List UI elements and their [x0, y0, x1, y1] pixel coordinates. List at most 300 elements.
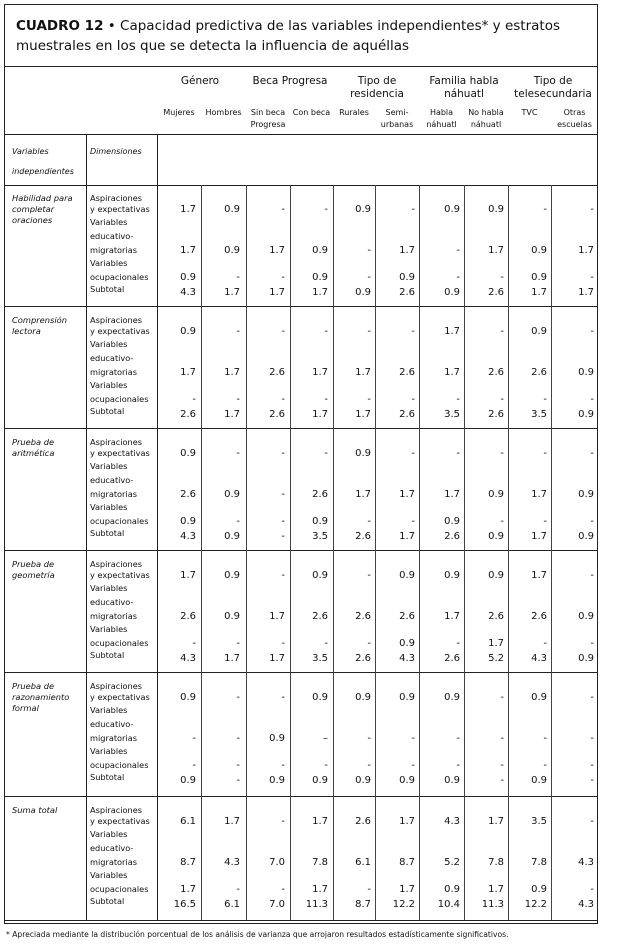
table-cell: 0.9: [224, 204, 240, 215]
table-cell: 2.6: [399, 611, 415, 622]
table-cell: 1.7: [312, 367, 328, 378]
rule-v-col: [551, 185, 552, 920]
table-cell: 2.6: [399, 287, 415, 298]
table-cell: -: [543, 760, 547, 771]
table-cell: 4.3: [180, 287, 196, 298]
table-cell: -: [411, 760, 415, 771]
table-cell: -: [236, 775, 240, 786]
table-cell: 1.7: [312, 409, 328, 420]
table-cell: -: [281, 489, 285, 500]
table-cell: 1.7: [224, 287, 240, 298]
rule-0: [4, 66, 598, 67]
rule-v-col: [464, 185, 465, 920]
dimension-label: y expectativas: [90, 816, 150, 826]
table-cell: -: [590, 884, 594, 895]
table-cell: 0.9: [355, 692, 371, 703]
table-cell: 7.0: [269, 899, 285, 910]
footnote: * Apreciada mediante la distribución porcentual de los análisis de varianza que arrojaron resultados estadísticamente significativos.: [6, 930, 509, 939]
table-cell: 4.3: [444, 816, 460, 827]
dimension-label: migratorias: [90, 367, 137, 377]
table-cell: 1.7: [224, 367, 240, 378]
dimension-label: ocupacionales: [90, 272, 149, 282]
rule-v-col: [246, 185, 247, 920]
table-cell: -: [281, 638, 285, 649]
dimension-label: migratorias: [90, 489, 137, 499]
table-cell: -: [324, 394, 328, 405]
table-cell: -: [411, 733, 415, 744]
table-cell: -: [236, 692, 240, 703]
table-cell: 2.6: [269, 367, 285, 378]
table-cell: -: [456, 272, 460, 283]
table-cell: 0.9: [578, 653, 594, 664]
variable-label: Prueba de geometría: [12, 559, 55, 580]
rule-v-col: [290, 185, 291, 920]
table-cell: 0.9: [488, 489, 504, 500]
table-cell: 7.0: [269, 857, 285, 868]
table-cell: 4.3: [399, 653, 415, 664]
table-cell: 7.8: [488, 857, 504, 868]
table-cell: 0.9: [355, 775, 371, 786]
dimension-label: Subtotal: [90, 896, 125, 906]
table-cell: 12.2: [524, 899, 547, 910]
table-cell: 2.6: [488, 611, 504, 622]
subcolumn-heading: No habla náhuatl: [468, 108, 504, 129]
table-cell: 1.7: [180, 570, 196, 581]
table-cell: 0.9: [312, 570, 328, 581]
table-cell: 0.9: [399, 272, 415, 283]
table-cell: 2.6: [399, 409, 415, 420]
dimension-label: Aspiraciones: [90, 681, 142, 691]
table-cell: -: [367, 394, 371, 405]
table-cell: 1.7: [399, 884, 415, 895]
subcolumn-heading: TVC: [521, 108, 538, 117]
subcolumn-heading: Semi-urbanas: [380, 108, 414, 129]
table-cell: -: [411, 516, 415, 527]
dimension-label: Subtotal: [90, 528, 125, 538]
table-cell: -: [236, 394, 240, 405]
table-cell: 0.9: [180, 272, 196, 283]
table-cell: -: [236, 733, 240, 744]
table-cell: 0.9: [355, 287, 371, 298]
table-cell: -: [367, 326, 371, 337]
table-cell: 1.7: [488, 884, 504, 895]
table-cell: 2.6: [488, 367, 504, 378]
dimension-label: ocupacionales: [90, 516, 149, 526]
group-heading: Género: [180, 75, 220, 87]
table-cell: -: [367, 570, 371, 581]
table-cell: 2.6: [180, 489, 196, 500]
table-cell: 8.7: [180, 857, 196, 868]
group-heading: Tipo de residencia: [350, 75, 404, 100]
table-cell: 1.7: [444, 326, 460, 337]
dimension-label: Variables: [90, 461, 128, 471]
table-cell: 7.8: [312, 857, 328, 868]
table-cell: 1.7: [269, 611, 285, 622]
table-cell: 1.7: [269, 653, 285, 664]
dimension-label: Variables: [90, 705, 128, 715]
table-cell: -: [500, 448, 504, 459]
dimension-label: Variables: [90, 746, 128, 756]
variable-label: Prueba de razonamiento formal: [12, 681, 70, 713]
table-cell: -: [590, 570, 594, 581]
table-cell: -: [590, 816, 594, 827]
table-cell: 2.6: [269, 409, 285, 420]
group-heading: Familia habla náhuatl: [429, 75, 499, 100]
table-cell: 0.9: [180, 326, 196, 337]
table-cell: 1.7: [224, 409, 240, 420]
table-cell: -: [500, 326, 504, 337]
dimension-label: y expectativas: [90, 570, 150, 580]
table-cell: -: [192, 760, 196, 771]
table-cell: 1.7: [531, 570, 547, 581]
title-text: Capacidad predictiva de las variables independientes* y estratos muestrales en los que se detecta la influencia de aquéllas: [16, 18, 561, 54]
table-cell: 0.9: [531, 272, 547, 283]
table-cell: 0.9: [312, 245, 328, 256]
table-cell: 1.7: [578, 287, 594, 298]
rule-1: [4, 134, 598, 135]
dimension-label: migratorias: [90, 733, 137, 743]
table-cell: 4.3: [578, 857, 594, 868]
dimension-label: Variables: [90, 380, 128, 390]
variable-label: Comprensión lectora: [12, 315, 67, 336]
table-cell: 1.7: [488, 245, 504, 256]
table-cell: 0.9: [444, 570, 460, 581]
table-cell: 8.7: [399, 857, 415, 868]
table-cell: 0.9: [180, 775, 196, 786]
table-cell: -: [324, 638, 328, 649]
table-cell: 1.7: [488, 816, 504, 827]
table-cell: -: [590, 516, 594, 527]
table-cell: 0.9: [578, 611, 594, 622]
header-variables: Variables independientes: [12, 147, 74, 176]
table-cell: 1.7: [180, 245, 196, 256]
table-cell: -: [281, 516, 285, 527]
table-cell: 2.6: [488, 287, 504, 298]
table-cell: 0.9: [355, 448, 371, 459]
dimension-label: Subtotal: [90, 284, 125, 294]
table-cell: -: [236, 448, 240, 459]
table-cell: 0.9: [488, 204, 504, 215]
dimension-label: Subtotal: [90, 772, 125, 782]
table-cell: -: [590, 272, 594, 283]
table-cell: 2.6: [312, 611, 328, 622]
table-cell: -: [590, 775, 594, 786]
dimension-label: Variables: [90, 339, 128, 349]
table-cell: 0.9: [399, 570, 415, 581]
dimension-label: Variables: [90, 583, 128, 593]
table-cell: 0.9: [224, 611, 240, 622]
dimension-label: ocupacionales: [90, 884, 149, 894]
table-cell: 0.9: [312, 272, 328, 283]
dimension-label: Variables: [90, 502, 128, 512]
table-cell: 0.9: [269, 775, 285, 786]
table-cell: -: [236, 638, 240, 649]
table-cell: 2.6: [355, 653, 371, 664]
table-cell: 0.9: [399, 775, 415, 786]
rule-v-col: [333, 185, 334, 920]
dimension-label: ocupacionales: [90, 394, 149, 404]
table-cell: 0.9: [578, 409, 594, 420]
rule-v-var: [86, 134, 87, 920]
table-cell: -: [367, 516, 371, 527]
table-cell: 1.7: [312, 816, 328, 827]
table-cell: -: [192, 394, 196, 405]
table-cell: –: [323, 733, 328, 744]
table-cell: 1.7: [578, 245, 594, 256]
subcolumn-heading: Sin beca Progresa: [250, 108, 286, 129]
table-cell: 0.9: [444, 775, 460, 786]
table-cell: 1.7: [269, 287, 285, 298]
table-cell: -: [192, 733, 196, 744]
table-cell: 0.9: [531, 326, 547, 337]
dimension-label: Variables: [90, 870, 128, 880]
table-cell: -: [281, 570, 285, 581]
table-cell: -: [281, 692, 285, 703]
table-cell: 0.9: [531, 245, 547, 256]
table-cell: 1.7: [224, 816, 240, 827]
table-cell: 0.9: [355, 204, 371, 215]
table-cell: -: [281, 204, 285, 215]
table-cell: 1.7: [399, 489, 415, 500]
table-cell: -: [236, 516, 240, 527]
table-cell: -: [324, 204, 328, 215]
table-cell: 2.6: [312, 489, 328, 500]
table-cell: 2.6: [355, 531, 371, 542]
dimension-label: educativo-: [90, 231, 134, 241]
table-cell: -: [281, 884, 285, 895]
subcolumn-heading: Habla náhuatl: [426, 108, 457, 129]
table-cell: -: [367, 733, 371, 744]
table-cell: 3.5: [531, 409, 547, 420]
table-cell: 0.9: [444, 884, 460, 895]
dimension-label: y expectativas: [90, 204, 150, 214]
table-cell: 2.6: [180, 611, 196, 622]
rule-v-col: [201, 185, 202, 920]
dimension-label: Subtotal: [90, 650, 125, 660]
table-cell: 0.9: [180, 692, 196, 703]
table-cell: 2.6: [444, 653, 460, 664]
table-cell: -: [281, 326, 285, 337]
table-cell: 12.2: [392, 899, 415, 910]
table-cell: -: [281, 448, 285, 459]
table-cell: 6.1: [355, 857, 371, 868]
table-cell: 2.6: [180, 409, 196, 420]
table-cell: 1.7: [355, 367, 371, 378]
table-cell: 2.6: [355, 816, 371, 827]
table-cell: -: [367, 638, 371, 649]
dimension-label: y expectativas: [90, 326, 150, 336]
table-cell: 0.9: [180, 448, 196, 459]
table-cell: 0.9: [312, 516, 328, 527]
dimension-label: Aspiraciones: [90, 805, 142, 815]
subcolumn-heading: Rurales: [339, 108, 369, 117]
table-cell: 0.9: [399, 638, 415, 649]
group-heading: Tipo de telesecundaria: [514, 75, 592, 100]
rule-v-col: [419, 185, 420, 920]
table-cell: 0.9: [224, 570, 240, 581]
table-cell: -: [456, 448, 460, 459]
table-cell: 1.7: [531, 287, 547, 298]
table-cell: -: [500, 272, 504, 283]
table-cell: -: [456, 760, 460, 771]
table-cell: 0.9: [224, 489, 240, 500]
table-cell: -: [543, 733, 547, 744]
table-cell: -: [590, 204, 594, 215]
table-cell: -: [411, 326, 415, 337]
subcolumn-heading: Otras escuelas: [557, 108, 592, 129]
dimension-label: educativo-: [90, 719, 134, 729]
dimension-label: Variables: [90, 217, 128, 227]
table-cell: 2.6: [531, 367, 547, 378]
table-cell: 2.6: [399, 367, 415, 378]
dimension-label: migratorias: [90, 857, 137, 867]
table-cell: 11.3: [481, 899, 504, 910]
dimension-label: migratorias: [90, 245, 137, 255]
table-cell: -: [543, 516, 547, 527]
rule-v-col: [508, 185, 509, 920]
table-cell: 0.9: [444, 204, 460, 215]
table-cell: 7.8: [531, 857, 547, 868]
table-cell: -: [411, 394, 415, 405]
table-cell: 1.7: [488, 638, 504, 649]
table-cell: 0.9: [578, 531, 594, 542]
table-cell: 16.5: [173, 899, 196, 910]
table-cell: 1.7: [355, 409, 371, 420]
dimension-label: y expectativas: [90, 692, 150, 702]
dimension-label: migratorias: [90, 611, 137, 621]
table-cell: -: [367, 245, 371, 256]
table-cell: -: [456, 394, 460, 405]
table-cell: 1.7: [399, 531, 415, 542]
table-cell: 1.7: [444, 367, 460, 378]
table-cell: 0.9: [312, 775, 328, 786]
rule-8: [4, 920, 598, 921]
table-cell: -: [281, 816, 285, 827]
title-bullet: •: [107, 18, 116, 34]
table-cell: 4.3: [531, 653, 547, 664]
table-cell: 1.7: [531, 531, 547, 542]
table-cell: -: [500, 692, 504, 703]
table-cell: 0.9: [531, 775, 547, 786]
table-cell: -: [281, 531, 285, 542]
dimension-label: Variables: [90, 829, 128, 839]
table-cell: 2.6: [444, 531, 460, 542]
table-cell: -: [590, 733, 594, 744]
table-cell: 0.9: [444, 287, 460, 298]
table-cell: -: [324, 326, 328, 337]
table-cell: 0.9: [444, 692, 460, 703]
table-cell: 8.7: [355, 899, 371, 910]
dimension-label: ocupacionales: [90, 760, 149, 770]
table-cell: -: [281, 272, 285, 283]
table-number: CUADRO 12: [16, 18, 104, 34]
table-title: [16, 16, 586, 56]
table-cell: 1.7: [180, 884, 196, 895]
table-cell: -: [543, 204, 547, 215]
table-cell: 6.1: [224, 899, 240, 910]
dimension-label: ocupacionales: [90, 638, 149, 648]
dimension-label: Variables: [90, 624, 128, 634]
table-cell: 0.9: [180, 516, 196, 527]
rule-v-col: [375, 185, 376, 920]
table-cell: 11.3: [305, 899, 328, 910]
table-cell: -: [236, 884, 240, 895]
table-cell: 1.7: [269, 245, 285, 256]
dimension-label: Variables: [90, 258, 128, 268]
table-cell: 3.5: [444, 409, 460, 420]
table-cell: -: [500, 760, 504, 771]
table-cell: -: [590, 692, 594, 703]
table-cell: -: [500, 775, 504, 786]
table-cell: 1.7: [531, 489, 547, 500]
table-cell: 0.9: [224, 531, 240, 542]
table-cell: 0.9: [312, 692, 328, 703]
table-cell: 0.9: [531, 884, 547, 895]
table-cell: 0.9: [578, 367, 594, 378]
table-cell: -: [543, 448, 547, 459]
table-cell: -: [236, 760, 240, 771]
table-cell: -: [590, 760, 594, 771]
table-cell: -: [236, 272, 240, 283]
variable-label: Habilidad para completar oraciones: [12, 193, 73, 225]
table-cell: 2.6: [531, 611, 547, 622]
table-cell: 5.2: [488, 653, 504, 664]
table-cell: -: [543, 638, 547, 649]
table-cell: -: [324, 448, 328, 459]
table-cell: 4.3: [224, 857, 240, 868]
table-cell: 1.7: [180, 367, 196, 378]
rule-v-dim: [157, 134, 158, 920]
table-cell: -: [367, 760, 371, 771]
table-cell: 1.7: [399, 816, 415, 827]
table-cell: 0.9: [269, 733, 285, 744]
table-cell: -: [456, 733, 460, 744]
dimension-label: Aspiraciones: [90, 315, 142, 325]
table-cell: -: [236, 326, 240, 337]
table-cell: 2.6: [355, 611, 371, 622]
dimension-label: educativo-: [90, 843, 134, 853]
variable-label: Prueba de aritmética: [12, 437, 55, 458]
table-cell: 0.9: [578, 489, 594, 500]
dimension-label: Aspiraciones: [90, 437, 142, 447]
variable-label: Suma total: [12, 805, 58, 815]
table-cell: 0.9: [488, 531, 504, 542]
table-cell: 1.7: [399, 245, 415, 256]
dimension-label: educativo-: [90, 475, 134, 485]
dimension-label: educativo-: [90, 597, 134, 607]
table-cell: 1.7: [180, 204, 196, 215]
header-dimensions: Dimensiones: [90, 147, 142, 156]
table-cell: -: [543, 394, 547, 405]
table-cell: -: [590, 394, 594, 405]
table-cell: 0.9: [224, 245, 240, 256]
table-cell: -: [456, 245, 460, 256]
table-cell: 1.7: [224, 653, 240, 664]
table-cell: 0.9: [488, 570, 504, 581]
table-cell: 4.3: [578, 899, 594, 910]
table-cell: -: [281, 760, 285, 771]
table-cell: 1.7: [355, 489, 371, 500]
dimension-label: Subtotal: [90, 406, 125, 416]
table-cell: -: [590, 326, 594, 337]
table-cell: -: [456, 638, 460, 649]
table-cell: -: [590, 638, 594, 649]
table-cell: 10.4: [437, 899, 460, 910]
table-cell: 3.5: [312, 653, 328, 664]
subcolumn-heading: Mujeres: [163, 108, 195, 117]
table-cell: -: [590, 448, 594, 459]
dimension-label: y expectativas: [90, 448, 150, 458]
